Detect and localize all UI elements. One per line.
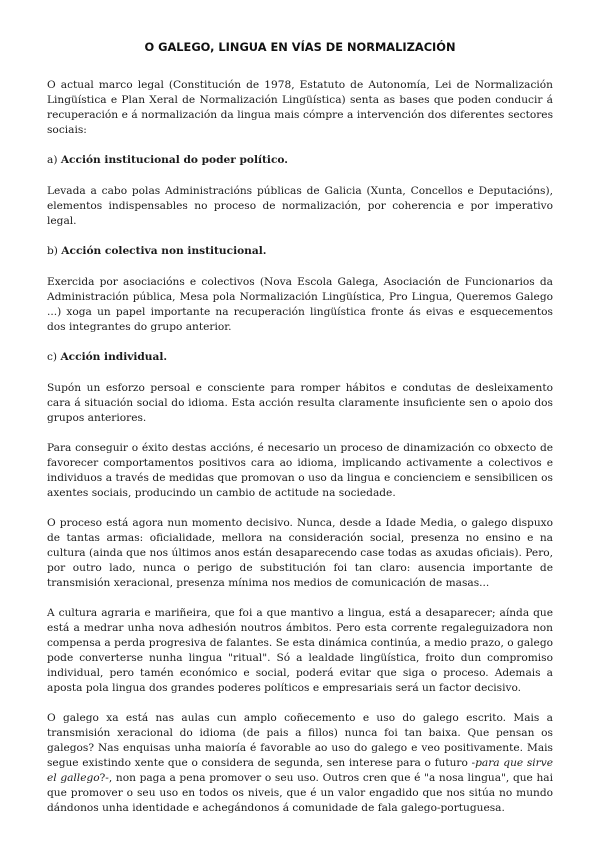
section-letter: a) <box>47 154 58 166</box>
body-paragraph: Para conseguir o éxito destas accións, é necesario un proceso de dinamización co obxecto de favorecer comportamentos positivos cara ao idioma, implicando activamente a colectivos e individuos a través de medidas que promovan o uso da lingua e concienciem e sensibilicen os axentes sociais, producindo un cambio de actitude na sociedade. <box>47 442 553 499</box>
intro-paragraph: O actual marco legal (Constitución de 1978, Estatuto de Autonomía, Lei de Normalización Lingüística e Plan Xeral de Normalización Lingüística) senta as bases que poden conducir á recuperación e á normalización da lingua mais cómpre a intervención dos diferentes sectores sociais: <box>47 79 553 136</box>
section-letter: b) <box>47 245 58 257</box>
closing-paragraph <box>47 711 553 816</box>
section-body-b: Exercida por asociacións e colectivos (Nova Escola Galega, Asociación de Funcionarios da Administración pública, Mesa pola Normalización Lingüística, Pro Lingua, Queremos Galego ...) xoga un papel importante na recuperación lingüística fronte ás eivas e esquecementos dos integrantes do grupo anterior. <box>47 276 553 333</box>
section-heading-a <box>47 153 553 168</box>
body-paragraph: O proceso está agora nun momento decisivo. Nunca, desde a Idade Media, o galego dispuxo de tantas armas: oficialidade, mellora na consideración social, presenza no ensino e na cultura (ainda que nos últimos anos están desaparecendo case todas as axudas oficiais). Pero, por outro lado, nunca o perigo de substitución foi tan claro: ausencia importante de transmisión xeracional, presenza mínima nos medios de comunicación de masas... <box>47 517 553 589</box>
section-body-a: Levada a cabo polas Administracións públicas de Galicia (Xunta, Concellos e Deputacións), elementos indispensables no proceso de normalización, por coherencia e por imperativo legal. <box>47 185 553 227</box>
section-title: Acción colectiva non institucional. <box>61 245 267 257</box>
section-heading-b <box>47 244 553 259</box>
page-title: O GALEGO, LINGUA EN VÍAS DE NORMALIZACIÓN <box>144 40 456 54</box>
section-title: Acción individual. <box>60 351 168 363</box>
section-title: Acción institucional do poder político. <box>60 154 288 166</box>
section-heading-c <box>47 350 553 365</box>
closing-text-start: O galego xa está nas aulas cun amplo coñecemento e uso do galego escrito. Mais a transmisión xeracional do idioma (de pais a fillos) nunca foi tan baixa. Que pensan os galegos? Nas enquisas unha maioría é favorable ao uso do galego e veo positivamente. Mais segue existindo xente que o considera de segunda, sen interese para o futuro - <box>47 712 553 769</box>
body-paragraph: A cultura agraria e mariñeira, que foi a que mantivo a lingua, está a desaparecer; aínda que está a medrar unha nova adhesión noutros ámbitos. Pero esta corrente regaleguizadora non compensa a perda progresiva de falantes. Se esta dinámica continúa, a medio prazo, o galego pode converterse nunha lingua "ritual". Só a lealdade lingüística, froito dun compromiso individual, pero tamén económico e social, poderá evitar que siga o proceso. Ademais a aposta pola lingua dos grandes poderes políticos e empresariais será un factor decisivo. <box>47 607 553 694</box>
closing-text-end: ?-, non paga a pena promover o seu uso. Outros cren que é "a nosa lingua", que hai que promover o seu uso en todos os niveis, que é un valor engadido que nos sitúa no mundo dándonos unha identidade e achegándonos á comunidade de fala galego-portuguesa. <box>47 772 554 814</box>
closing-italic-quote: para que sirve el gallego <box>47 757 553 784</box>
section-body-c: Supón un esforzo persoal e consciente para romper hábitos e condutas de desleixamento cara á situación social do idioma. Esta acción resulta claramente insuficiente sen o apoio dos grupos anteriores. <box>47 382 553 424</box>
section-letter: c) <box>47 351 58 363</box>
